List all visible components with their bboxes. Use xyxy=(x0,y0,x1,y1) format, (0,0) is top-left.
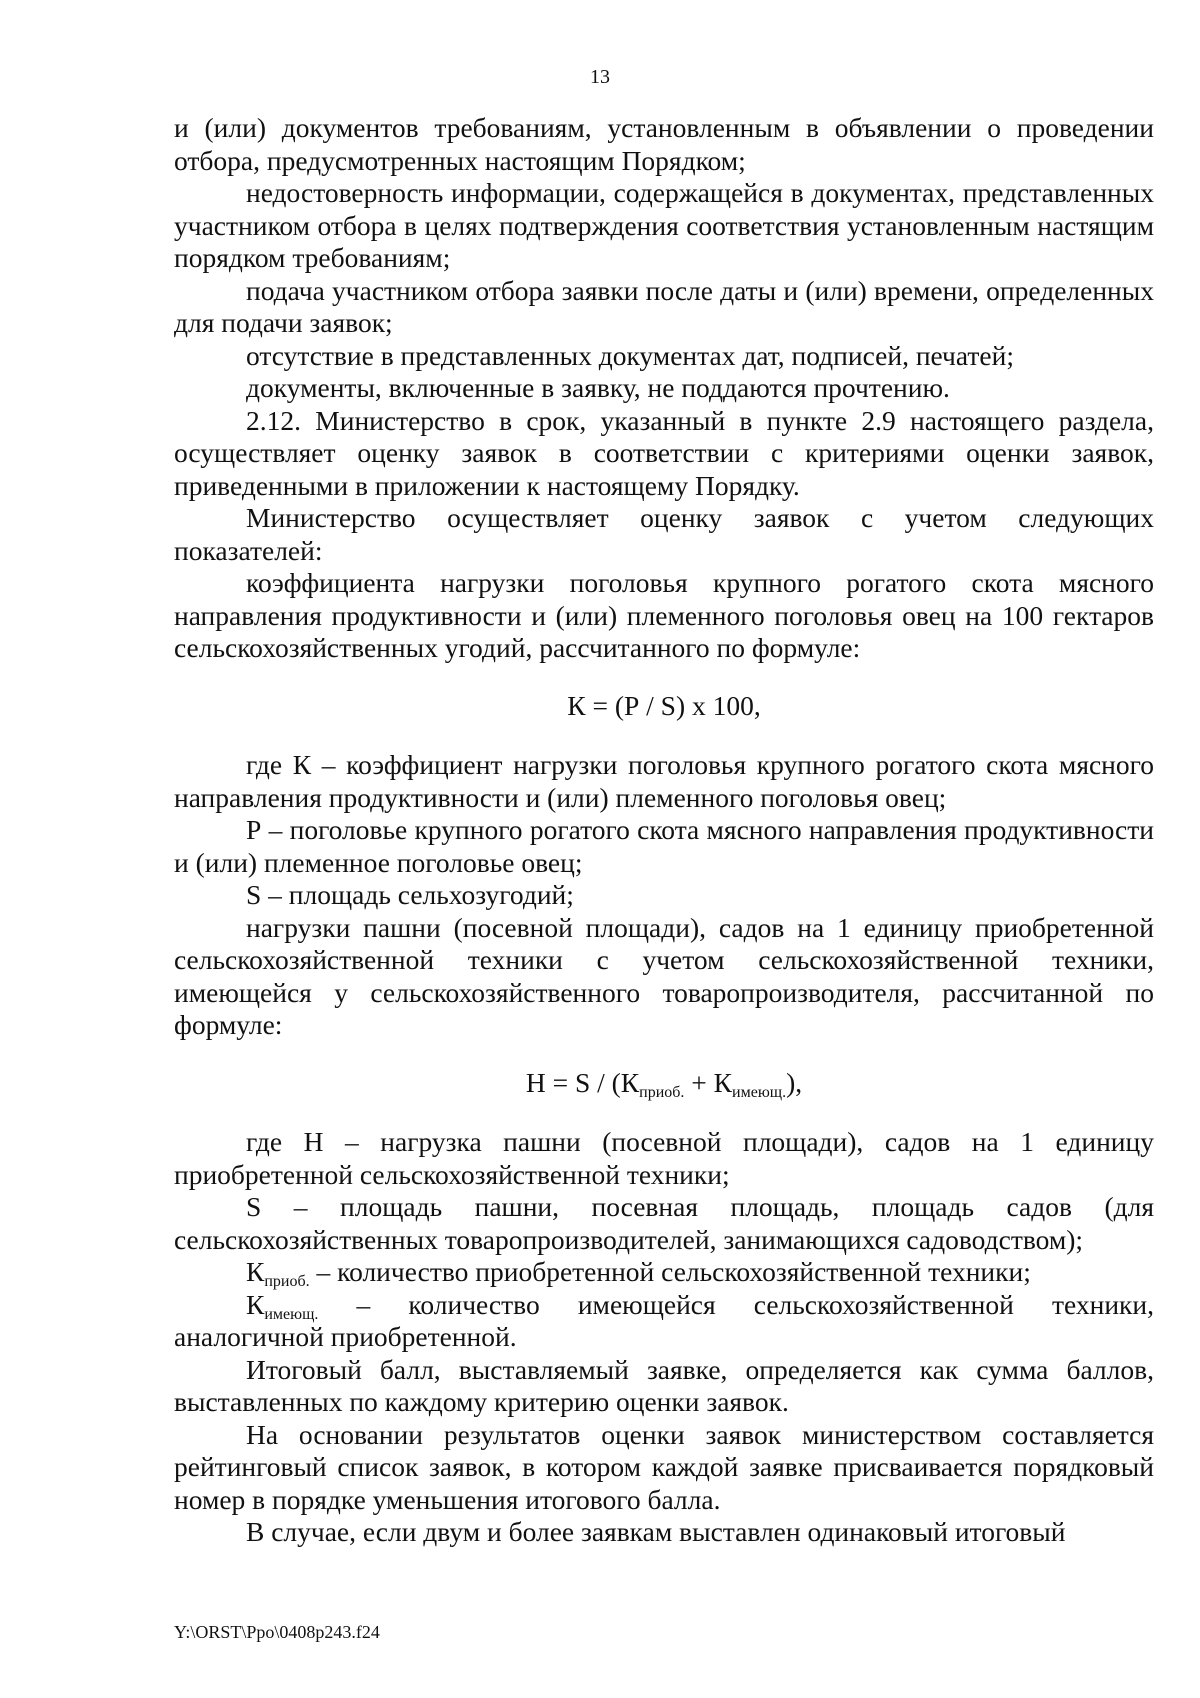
paragraph: и (или) документов требованиям, установленным в объявлении о проведении отбора, предусмотренных настоящим Порядком; xyxy=(174,112,1154,176)
symbol-k: К xyxy=(246,1288,265,1320)
paragraph: отсутствие в представленных документах дат, подписей, печатей; xyxy=(246,339,1014,371)
paragraph-text: – количество имеющейся сельскохозяйственной техники, аналогичной приобретенной. xyxy=(174,1288,1154,1352)
paragraph-text: – количество приобретенной сельскохозяйственной техники; xyxy=(309,1256,1031,1287)
document-body xyxy=(174,112,1154,1549)
paragraph: где К – коэффициент нагрузки поголовья крупного рогатого скота мясного направления продуктивности и (или) племенного поголовья овец; xyxy=(174,749,1154,813)
footer-file-path: Y:\ORST\Ppo\0408p243.f24 xyxy=(174,1622,380,1642)
paragraph-k-imeyushch xyxy=(174,1289,1154,1354)
symbol-sub-priob: приоб. xyxy=(264,1273,310,1290)
formula-h-sub-priob: приоб. xyxy=(639,1083,685,1101)
paragraph: Итоговый балл, выставляемый заявке, определяется как сумма баллов, выставленных по каждому критерию оценки заявок. xyxy=(174,1353,1154,1417)
paragraph: нагрузки пашни (посевной площади), садов на 1 единицу приобретенной сельскохозяйственной техники с учетом сельскохозяйственной техники, имеющейся у сельскохозяйственного товаропроизводителя, рассчитанной по формуле: xyxy=(174,911,1154,1040)
formula-h xyxy=(174,1067,1154,1100)
paragraph: недостоверность информации, содержащейся в документах, представленных участником отбора в целях подтверждения соответствия установленным настящим порядком требованиям; xyxy=(174,177,1154,273)
formula-h-sub-imeyushch: имеющ. xyxy=(732,1083,787,1101)
paragraph: На основании результатов оценки заявок министерством составляется рейтинговый список заявок, в котором каждой заявке присваивается порядковый номер в порядке уменьшения итогового балла. xyxy=(174,1418,1154,1515)
paragraph: Р – поголовье крупного рогатого скота мясного направления продуктивности и (или) племенное поголовье овец; xyxy=(174,814,1154,878)
formula-k: К = (Р / S) х 100, xyxy=(567,689,761,721)
formula-h-plus: + К xyxy=(684,1066,733,1098)
symbol-sub-imeyushch: имеющ. xyxy=(264,1305,319,1323)
paragraph: S – площадь сельхозугодий; xyxy=(246,879,574,910)
paragraph: документы, включенные в заявку, не поддаются прочтению. xyxy=(246,372,950,403)
paragraph: подача участником отбора заявки после даты и (или) времени, определенных для подачи заявок; xyxy=(174,274,1154,338)
paragraph: где Н – нагрузка пашни (посевной площади), садов на 1 единицу приобретенной сельскохозяйственной техники; xyxy=(174,1126,1154,1190)
paragraph: 2.12. Министерство в срок, указанный в пункте 2.9 настоящего раздела, осуществляет оценку заявок в соответствии с критериями оценки заявок, приведенными в приложении к настоящему Порядку. xyxy=(174,404,1154,501)
paragraph: S – площадь пашни, посевная площадь, площадь садов (для сельскохозяйственных товаропроизводителей, занимающихся садоводством); xyxy=(174,1191,1154,1255)
formula-h-end: ), xyxy=(786,1066,803,1098)
symbol-k: К xyxy=(246,1256,265,1287)
page-number: 13 xyxy=(590,66,610,88)
formula-h-lhs: Н = S / (К xyxy=(525,1066,640,1098)
paragraph-k-priob xyxy=(174,1256,1154,1289)
paragraph: В случае, если двум и более заявкам выставлен одинаковый итоговый xyxy=(246,1516,1066,1547)
paragraph: Министерство осуществляет оценку заявок с учетом следующих показателей: xyxy=(174,502,1154,566)
paragraph: коэффициента нагрузки поголовья крупного рогатого скота мясного направления продуктивности и (или) племенного поголовья овец на 100 гектаров сельскохозяйственных угодий, рассчитанного по формуле: xyxy=(174,567,1154,663)
